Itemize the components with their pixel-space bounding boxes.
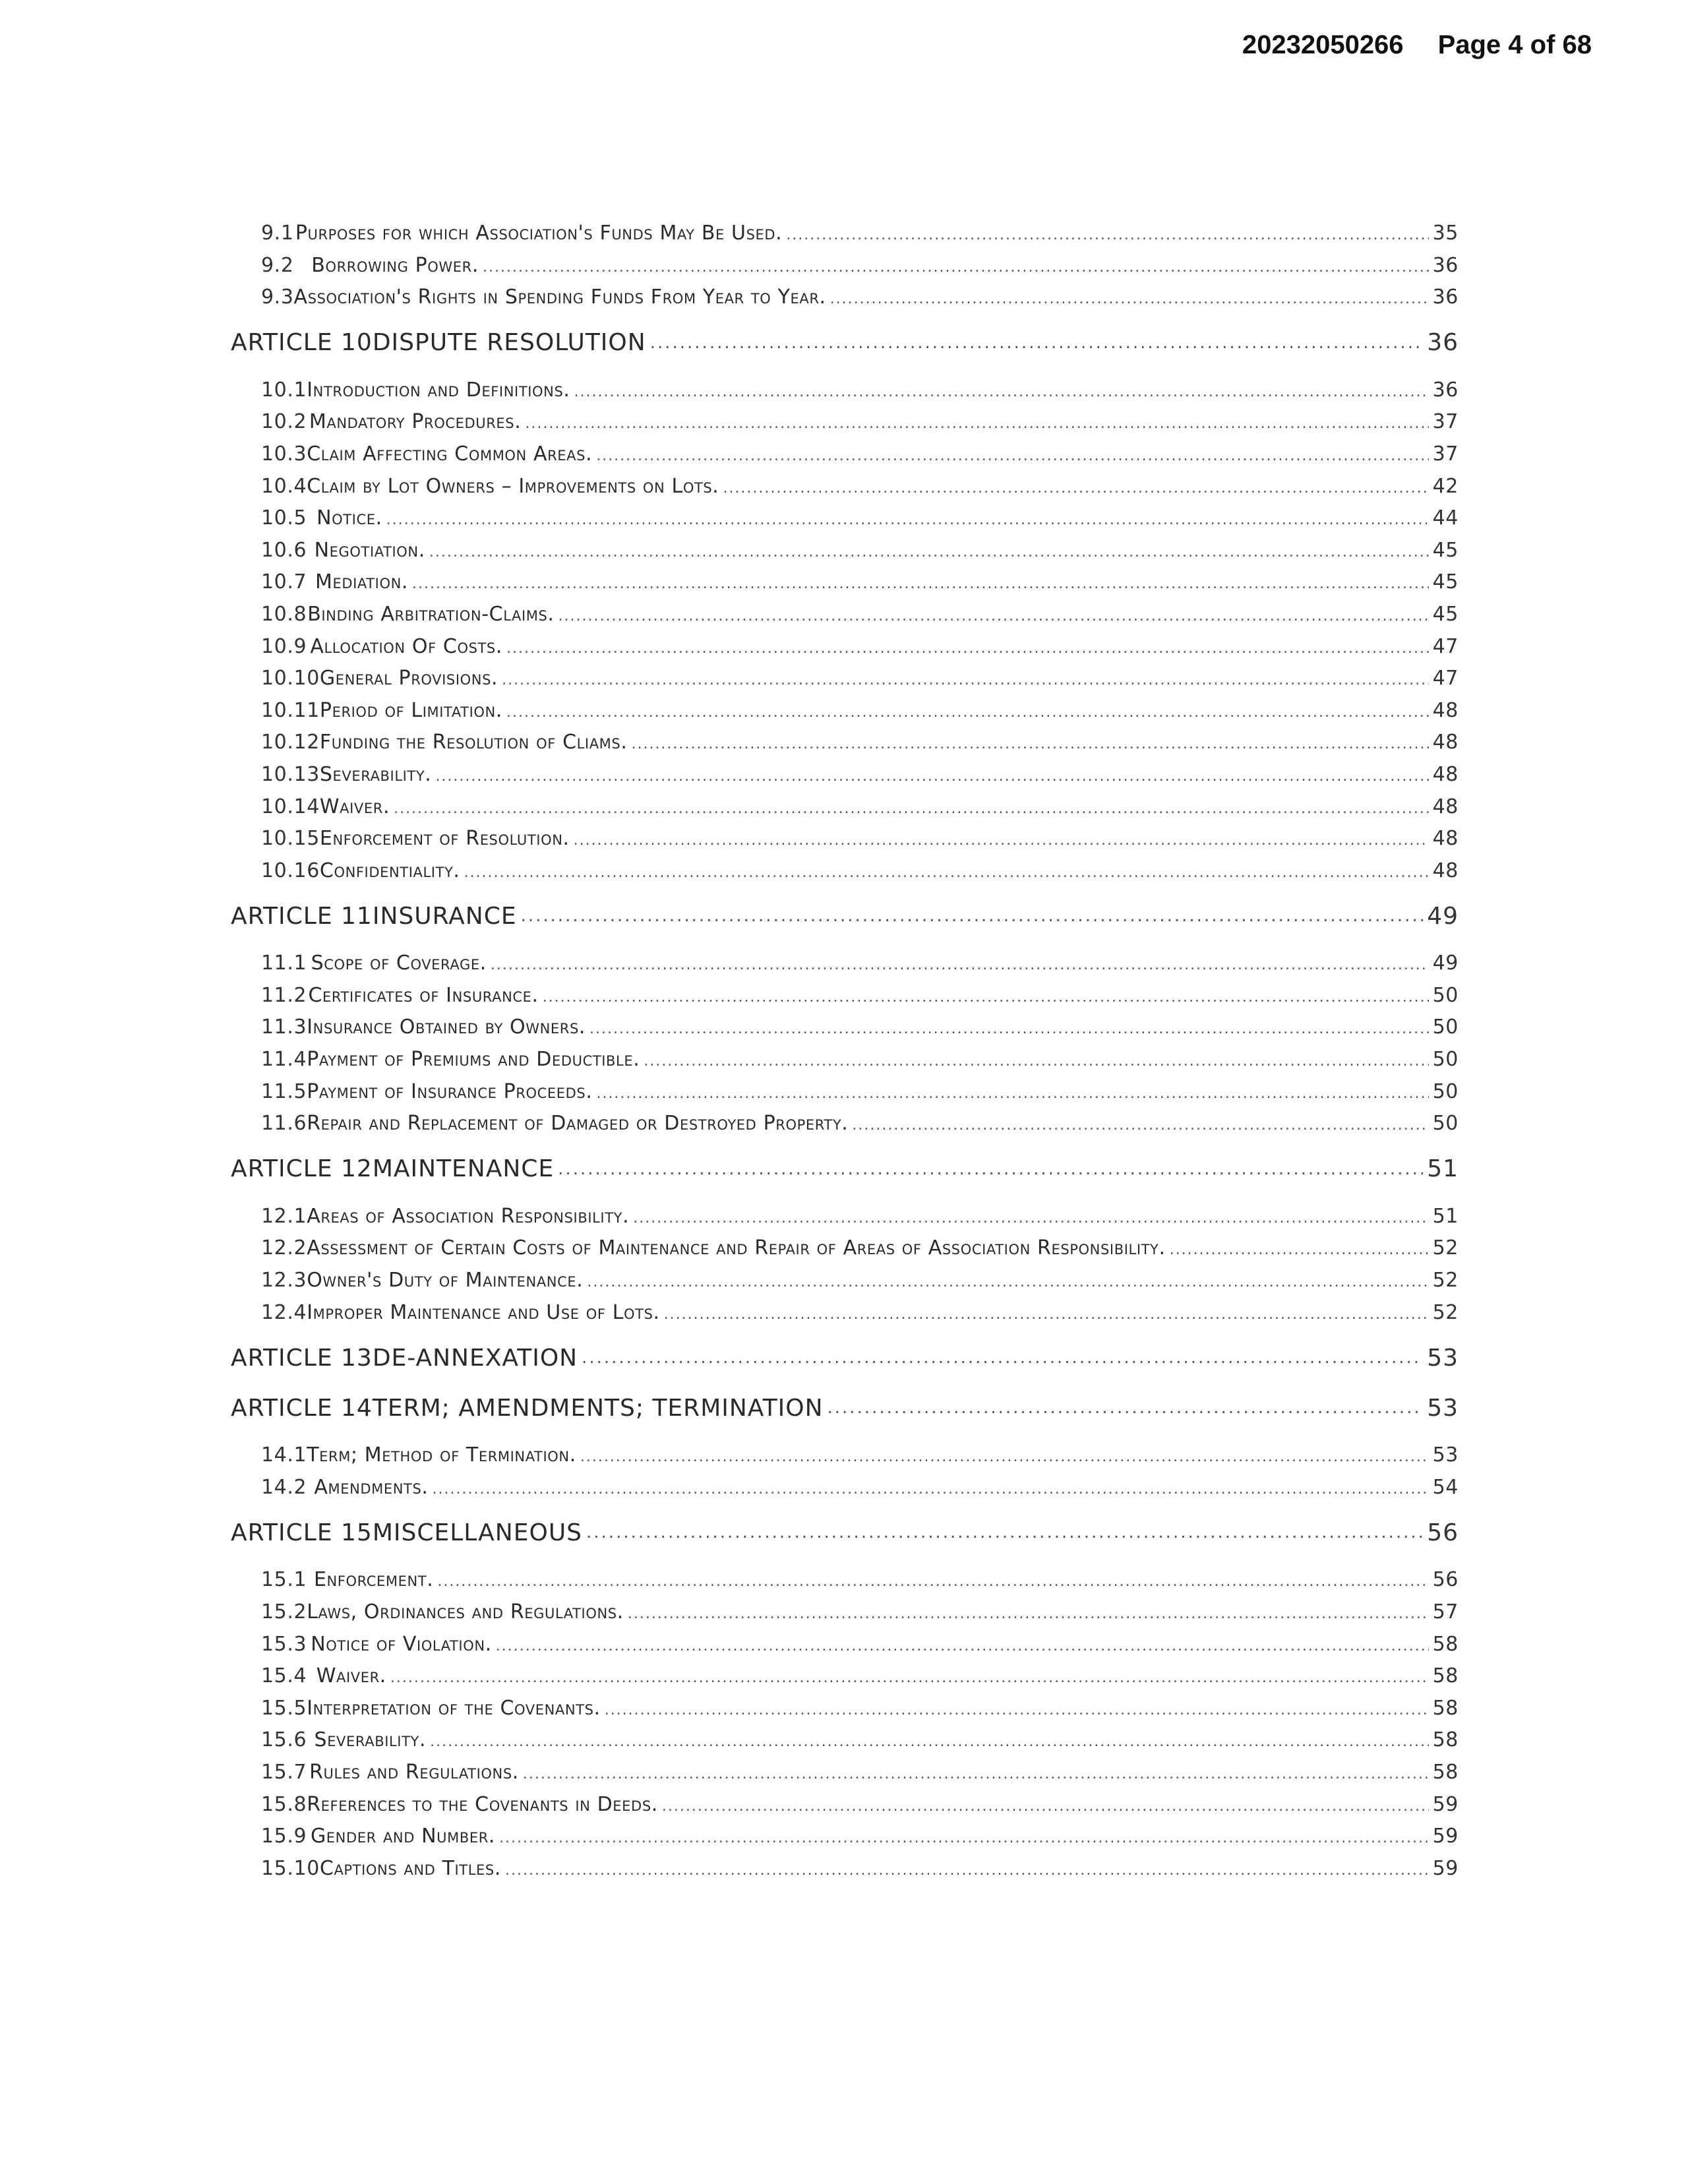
page-number: 59 [1432, 1856, 1459, 1880]
dot-leader [499, 1830, 1429, 1846]
page-number: 36 [1432, 378, 1459, 402]
dot-leader [723, 480, 1428, 497]
dot-leader [633, 1210, 1428, 1227]
article-number: ARTICLE 10 [231, 329, 373, 357]
article-number: ARTICLE 11 [231, 902, 373, 930]
section-number: 10.11 [261, 698, 320, 722]
page-number: 50 [1432, 983, 1459, 1007]
section-number: 10.7 [261, 570, 307, 594]
toc-section-row[interactable] [231, 1857, 1459, 1889]
dot-leader [394, 801, 1429, 817]
dot-leader [786, 227, 1428, 243]
section-title: Assessment of Certain Costs of Maintenance and Repair of Areas of Association Responsibility. [307, 1236, 1166, 1260]
section-title: Amendments. [314, 1475, 429, 1499]
page-number: 54 [1432, 1475, 1459, 1499]
article-number: ARTICLE 12 [231, 1155, 373, 1183]
toc-section-row[interactable] [231, 952, 1459, 984]
section-number: 10.5 [261, 506, 307, 530]
section-number: 15.8 [261, 1792, 307, 1816]
page-number: 53 [1427, 1394, 1459, 1422]
toc-section-row[interactable] [231, 1825, 1459, 1857]
dot-leader [596, 448, 1428, 464]
toc-section-row[interactable] [231, 506, 1459, 539]
section-title: Funding the Resolution of Cliams. [319, 731, 628, 754]
toc-section-row[interactable] [231, 1697, 1459, 1729]
section-number: 12.1 [261, 1204, 307, 1228]
toc-article-row[interactable] [231, 891, 1459, 941]
section-number: 12.2 [261, 1236, 307, 1260]
section-title: Rules and Regulations. [309, 1760, 519, 1784]
dot-leader [430, 1734, 1429, 1750]
page-number: 52 [1432, 1269, 1459, 1292]
section-number: 14.1 [261, 1443, 307, 1467]
toc-section-row[interactable] [231, 1600, 1459, 1633]
toc-section-row[interactable] [231, 1269, 1459, 1301]
toc-section-row[interactable] [231, 827, 1459, 859]
section-title: Interpretation of the Covenants. [307, 1696, 601, 1720]
section-title: Enforcement of Resolution. [319, 827, 570, 851]
section-number: 9.3 [261, 286, 294, 309]
toc-section-row[interactable] [231, 539, 1459, 571]
section-number: 10.14 [261, 795, 320, 818]
dot-leader [605, 1702, 1429, 1718]
section-title: Notice of Violation. [311, 1632, 492, 1656]
dot-leader [505, 1862, 1429, 1879]
page-number: 48 [1432, 762, 1459, 786]
dot-leader [580, 1449, 1429, 1465]
section-number: 10.13 [261, 762, 320, 786]
page-indicator: Page 4 of 68 [1437, 30, 1592, 59]
page-number: 59 [1432, 1792, 1459, 1816]
page-number: 48 [1432, 859, 1459, 882]
toc-section-row[interactable] [231, 1443, 1459, 1476]
section-number: 12.4 [261, 1300, 307, 1324]
section-title: Negotiation. [314, 538, 425, 562]
section-number: 15.2 [261, 1600, 307, 1623]
page-number: 58 [1432, 1728, 1459, 1752]
section-title: Payment of Insurance Proceeds. [307, 1079, 593, 1103]
section-number: 11.2 [261, 983, 307, 1007]
section-title: Improper Maintenance and Use of Lots. [307, 1300, 660, 1324]
dot-leader [506, 640, 1429, 657]
section-number: 11.3 [261, 1016, 307, 1039]
dot-leader [521, 906, 1424, 926]
section-number: 15.3 [261, 1632, 307, 1656]
page-number: 37 [1432, 410, 1459, 434]
section-number: 15.4 [261, 1664, 307, 1688]
dot-leader [437, 1573, 1428, 1590]
section-title: Enforcement. [313, 1568, 434, 1592]
article-number: ARTICLE 13 [231, 1344, 373, 1372]
article-number: ARTICLE 14 [231, 1394, 373, 1422]
section-title: Waiver. [319, 795, 390, 818]
page-number: 49 [1427, 902, 1459, 930]
section-number: 10.15 [261, 827, 320, 851]
section-number: 10.12 [261, 731, 320, 754]
section-number: 15.9 [261, 1825, 307, 1848]
dot-leader [386, 512, 1429, 528]
toc-section-row[interactable] [231, 1048, 1459, 1080]
section-number: 10.3 [261, 442, 307, 466]
section-title: Allocation Of Costs. [310, 634, 503, 658]
page-number: 37 [1432, 442, 1459, 466]
page-number: 49 [1432, 952, 1459, 975]
section-title: Captions and Titles. [319, 1856, 501, 1880]
section-title: Severability. [319, 762, 432, 786]
section-title: Claim Affecting Common Areas. [307, 442, 593, 466]
section-number: 15.7 [261, 1760, 307, 1784]
toc-section-row[interactable] [231, 1016, 1459, 1048]
article-title: MAINTENANCE [372, 1155, 555, 1183]
page-number: 44 [1432, 506, 1459, 530]
page-number: 45 [1432, 602, 1459, 626]
section-title: Payment of Premiums and Deductible. [307, 1048, 640, 1072]
page-number: 48 [1432, 731, 1459, 754]
page-number: 50 [1432, 1112, 1459, 1136]
page-header [1242, 30, 1592, 60]
page-number: 50 [1432, 1016, 1459, 1039]
page-number: 36 [1427, 329, 1459, 357]
section-number: 10.2 [261, 410, 307, 434]
section-title: Insurance Obtained by Owners. [307, 1016, 586, 1039]
section-number: 9.2 [261, 253, 294, 277]
section-number: 15.5 [261, 1696, 307, 1720]
section-title: Owner's Duty of Maintenance. [307, 1269, 584, 1292]
section-title: Mediation. [315, 570, 409, 594]
page-number: 45 [1432, 538, 1459, 562]
dot-leader [412, 576, 1429, 592]
article-title: DISPUTE RESOLUTION [372, 329, 646, 357]
section-number: 10.9 [261, 634, 307, 658]
dot-leader [1170, 1242, 1429, 1258]
section-title: Borrowing Power. [311, 253, 479, 277]
toc-section-row[interactable] [231, 475, 1459, 507]
page-number: 42 [1432, 474, 1459, 498]
section-title: Scope of Coverage. [311, 952, 487, 975]
section-title: Introduction and Definitions. [307, 378, 570, 402]
dot-leader [828, 1398, 1424, 1418]
toc-section-row[interactable] [231, 795, 1459, 828]
section-number: 11.4 [261, 1048, 307, 1072]
article-title: MISCELLANEOUS [372, 1519, 583, 1546]
dot-leader [650, 333, 1423, 353]
page-number: 48 [1432, 827, 1459, 851]
page-number: 56 [1432, 1568, 1459, 1592]
section-number: 10.1 [261, 378, 307, 402]
article-title: TERM; AMENDMENTS; TERMINATION [372, 1394, 824, 1422]
section-number: 15.1 [261, 1568, 307, 1592]
section-title: Areas of Association Responsibility. [307, 1204, 630, 1228]
toc-section-row[interactable] [231, 984, 1459, 1016]
toc-section-row[interactable] [231, 410, 1459, 442]
dot-leader [429, 544, 1429, 561]
page-number: 58 [1432, 1760, 1459, 1784]
toc-section-row[interactable] [231, 1205, 1459, 1237]
toc-article-row[interactable] [231, 1333, 1459, 1383]
dot-leader [523, 1766, 1429, 1782]
toc-article-row[interactable] [231, 1507, 1459, 1558]
toc-section-row[interactable] [231, 570, 1459, 603]
page-number: 47 [1432, 634, 1459, 658]
toc-section-row[interactable] [231, 1112, 1459, 1144]
toc-section-row[interactable] [231, 859, 1459, 892]
section-number: 10.16 [261, 859, 320, 882]
toc-section-row[interactable] [231, 635, 1459, 667]
dot-leader [483, 259, 1429, 276]
toc-article-row[interactable] [231, 318, 1459, 368]
toc-section-row[interactable] [231, 1761, 1459, 1793]
toc-section-row[interactable] [231, 1236, 1459, 1269]
page-number: 47 [1432, 667, 1459, 690]
toc-section-row[interactable] [231, 1301, 1459, 1333]
section-title: Waiver. [316, 1664, 386, 1688]
section-title: General Provisions. [319, 667, 498, 690]
section-number: 15.6 [261, 1728, 307, 1752]
toc-section-row[interactable] [231, 286, 1459, 318]
section-number: 15.10 [261, 1856, 320, 1880]
toc-section-row[interactable] [231, 667, 1459, 699]
dot-leader [628, 1606, 1429, 1622]
section-title: Binding Arbitration-Claims. [307, 602, 555, 626]
page-number: 53 [1432, 1443, 1459, 1467]
toc-section-row[interactable] [231, 1793, 1459, 1825]
dot-leader [662, 1798, 1429, 1815]
section-title: Severability. [314, 1728, 427, 1752]
article-number: ARTICLE 15 [231, 1519, 373, 1546]
page-number: 56 [1427, 1519, 1459, 1546]
section-number: 12.3 [261, 1269, 307, 1292]
section-title: Period of Limitation. [319, 698, 502, 722]
toc-section-row[interactable] [231, 699, 1459, 731]
page-number: 50 [1432, 1079, 1459, 1103]
toc-section-row[interactable] [231, 603, 1459, 635]
dot-leader [587, 1274, 1428, 1290]
dot-leader [830, 291, 1429, 307]
toc-article-row[interactable] [231, 1144, 1459, 1194]
document-number: 20232050266 [1242, 30, 1404, 59]
section-number: 10.10 [261, 667, 320, 690]
page-number: 58 [1432, 1664, 1459, 1688]
toc-section-row[interactable] [231, 442, 1459, 475]
toc-section-row[interactable] [231, 379, 1459, 411]
page-number: 58 [1432, 1696, 1459, 1720]
dot-leader [558, 1159, 1423, 1179]
section-title: Mandatory Procedures. [309, 410, 522, 434]
section-number: 11.6 [261, 1112, 307, 1136]
dot-leader [852, 1117, 1428, 1134]
section-number: 10.8 [261, 602, 307, 626]
page-number: 59 [1432, 1825, 1459, 1848]
section-title: References to the Covenants in Deeds. [307, 1792, 658, 1816]
section-title: Purposes for which Association's Funds May Be Used. [295, 222, 783, 245]
section-title: Notice. [316, 506, 382, 530]
toc-article-row[interactable] [231, 1383, 1459, 1433]
dot-leader [644, 1053, 1428, 1070]
section-title: Claim by Lot Owners – Improvements on Lots. [307, 474, 719, 498]
toc-section-row[interactable] [231, 1633, 1459, 1665]
article-title: INSURANCE [372, 902, 517, 930]
page-number: 36 [1432, 286, 1459, 309]
dot-leader [390, 1670, 1429, 1686]
page-number: 50 [1432, 1048, 1459, 1072]
dot-leader [582, 1348, 1423, 1368]
dot-leader [631, 736, 1428, 752]
section-title: Confidentiality. [319, 859, 460, 882]
table-of-contents [231, 222, 1459, 1889]
dot-leader [525, 415, 1428, 432]
section-title: Term; Method of Termination. [307, 1443, 576, 1467]
dot-leader [596, 1085, 1428, 1102]
section-title: Laws, Ordinances and Regulations. [307, 1600, 624, 1623]
section-title: Gender and Number. [310, 1825, 496, 1848]
page-number: 57 [1432, 1600, 1459, 1623]
page-number: 48 [1432, 795, 1459, 818]
page-number: 36 [1432, 253, 1459, 277]
page-number: 58 [1432, 1632, 1459, 1656]
section-number: 11.1 [261, 952, 307, 975]
dot-leader [464, 864, 1429, 881]
dot-leader [586, 1523, 1423, 1542]
toc-section-row[interactable] [231, 1080, 1459, 1112]
toc-section-row[interactable] [231, 1568, 1459, 1600]
dot-leader [664, 1306, 1429, 1323]
toc-section-row[interactable] [231, 222, 1459, 254]
toc-section-row[interactable] [231, 1728, 1459, 1761]
article-title: DE-ANNEXATION [372, 1344, 578, 1372]
page-number: 45 [1432, 570, 1459, 594]
dot-leader [435, 768, 1428, 785]
page-number: 35 [1432, 222, 1459, 245]
section-number: 9.1 [261, 222, 294, 245]
toc-section-row[interactable] [231, 763, 1459, 795]
dot-leader [543, 989, 1429, 1006]
dot-leader [491, 957, 1429, 973]
section-number: 14.2 [261, 1475, 307, 1499]
page-number: 52 [1432, 1236, 1459, 1260]
page-number: 51 [1432, 1204, 1459, 1228]
dot-leader [433, 1481, 1429, 1498]
dot-leader [574, 832, 1429, 849]
page-number: 52 [1432, 1300, 1459, 1324]
toc-section-row[interactable] [231, 731, 1459, 763]
page-number: 51 [1427, 1155, 1459, 1183]
section-title: Association's Rights in Spending Funds From Year to Year. [293, 286, 826, 309]
section-number: 10.4 [261, 474, 307, 498]
toc-section-row[interactable] [231, 1664, 1459, 1697]
dot-leader [558, 608, 1429, 624]
toc-section-row[interactable] [231, 1476, 1459, 1508]
page-number: 48 [1432, 698, 1459, 722]
section-title: Repair and Replacement of Damaged or Destroyed Property. [307, 1112, 849, 1136]
page-number: 53 [1427, 1344, 1459, 1372]
dot-leader [506, 704, 1429, 721]
dot-leader [502, 672, 1428, 688]
dot-leader [574, 384, 1429, 400]
toc-section-row[interactable] [231, 254, 1459, 286]
section-number: 11.5 [261, 1079, 307, 1103]
dot-leader [589, 1021, 1429, 1037]
section-number: 10.6 [261, 538, 307, 562]
section-title: Certificates of Insurance. [308, 983, 539, 1007]
dot-leader [496, 1638, 1429, 1654]
